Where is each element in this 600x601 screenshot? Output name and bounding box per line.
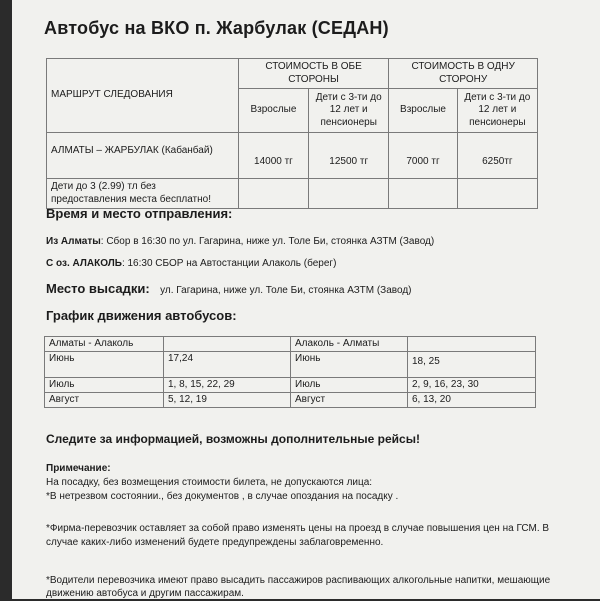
schedule-days-left: 17,24: [164, 352, 291, 378]
document-page: [12, 0, 600, 599]
carrier-note-1: *Фирма-перевозчик оставляет за собой право изменять цены на проезд в случае повышения цен на ГСМ. В: [46, 523, 550, 534]
schedule-heading: График движения автобусов:: [46, 308, 237, 323]
both-children-header: Дети с 3-ти до 12 лет и пенсионеры: [309, 89, 389, 133]
table-row: [45, 352, 536, 378]
departure-almaty-text: : Сбор в 16:30 по ул. Гагарина, ниже ул. Толе Би, стоянка АЗТМ (Завод): [100, 236, 435, 247]
price-both-adult: 14000 тг: [238, 133, 308, 179]
table-row: [45, 378, 536, 393]
page-title: Автобус на ВКО п. Жарбулак (СЕДАН): [44, 18, 389, 38]
table-row: [45, 393, 536, 408]
schedule-right-title: Алаколь - Алматы: [291, 337, 408, 352]
route-cell: АЛМАТЫ – ЖАРБУЛАК (Кабанбай): [47, 133, 239, 179]
carrier-note-2: случае каких-либо изменений будете предупреждены заблаговременно.: [46, 537, 384, 548]
one-adults-header: Взрослые: [389, 89, 457, 133]
free-children-note: Дети до 3 (2.99) тл без предоставления места бесплатно!: [47, 179, 239, 209]
notes-line-1: На посадку, без возмещения стоимости билета, не допускаются лица:: [46, 477, 373, 488]
departure-alakol-label: С оз. АЛАКОЛЬ: [46, 258, 122, 269]
drivers-note-1: *Водители перевозчика имеют право высадить пассажиров распивающих алкогольные напитки, мешающие: [46, 575, 551, 586]
departure-heading: Время и место отправления:: [46, 206, 233, 221]
price-both-child: 12500 тг: [309, 133, 389, 179]
schedule-month-left: Июль: [45, 378, 164, 393]
dropoff-text: ул. Гагарина, ниже ул. Толе Би, стоянка АЗТМ (Завод): [160, 285, 412, 296]
price-table: [46, 58, 538, 209]
departure-almaty-label: Из Алматы: [46, 236, 101, 247]
schedule-month-right: Август: [291, 393, 408, 408]
schedule-month-right: Июль: [291, 378, 408, 393]
one-way-header: СТОИМОСТЬ В ОДНУ СТОРОНУ: [389, 59, 538, 89]
departure-alakol: [46, 258, 336, 269]
schedule-month-left: Июнь: [45, 352, 164, 378]
departure-alakol-text: : 16:30 СБОР на Автостанции Алаколь (берег): [121, 258, 337, 269]
drivers-note-2: движению автобуса и другим пассажирам.: [46, 588, 244, 599]
schedule-table: [44, 336, 536, 408]
schedule-left-title: Алматы - Алаколь: [45, 337, 164, 352]
notes-heading: Примечание:: [46, 463, 111, 474]
notes-line-2: *В нетрезвом состоянии., без документов , в случае опоздания на посадку .: [46, 491, 399, 502]
route-header: МАРШРУТ СЛЕДОВАНИЯ: [47, 59, 239, 133]
follow-info: Следите за информацией, возможны дополнительные рейсы!: [46, 432, 420, 446]
schedule-days-right: 18, 25: [408, 352, 536, 378]
both-adults-header: Взрослые: [238, 89, 308, 133]
schedule-days-left: 1, 8, 15, 22, 29: [164, 378, 291, 393]
both-ways-header: СТОИМОСТЬ В ОБЕ СТОРОНЫ: [238, 59, 389, 89]
one-children-header: Дети с 3-ти до 12 лет и пенсионеры: [457, 89, 537, 133]
schedule-days-left: 5, 12, 19: [164, 393, 291, 408]
schedule-month-left: Август: [45, 393, 164, 408]
schedule-days-right: 6, 13, 20: [408, 393, 536, 408]
departure-almaty: [46, 236, 434, 247]
schedule-month-right: Июнь: [291, 352, 408, 378]
dropoff-heading: Место высадки:: [46, 281, 150, 296]
price-one-adult: 7000 тг: [389, 133, 457, 179]
price-one-child: 6250тг: [457, 133, 537, 179]
dropoff: [46, 280, 411, 298]
schedule-days-right: 2, 9, 16, 23, 30: [408, 378, 536, 393]
